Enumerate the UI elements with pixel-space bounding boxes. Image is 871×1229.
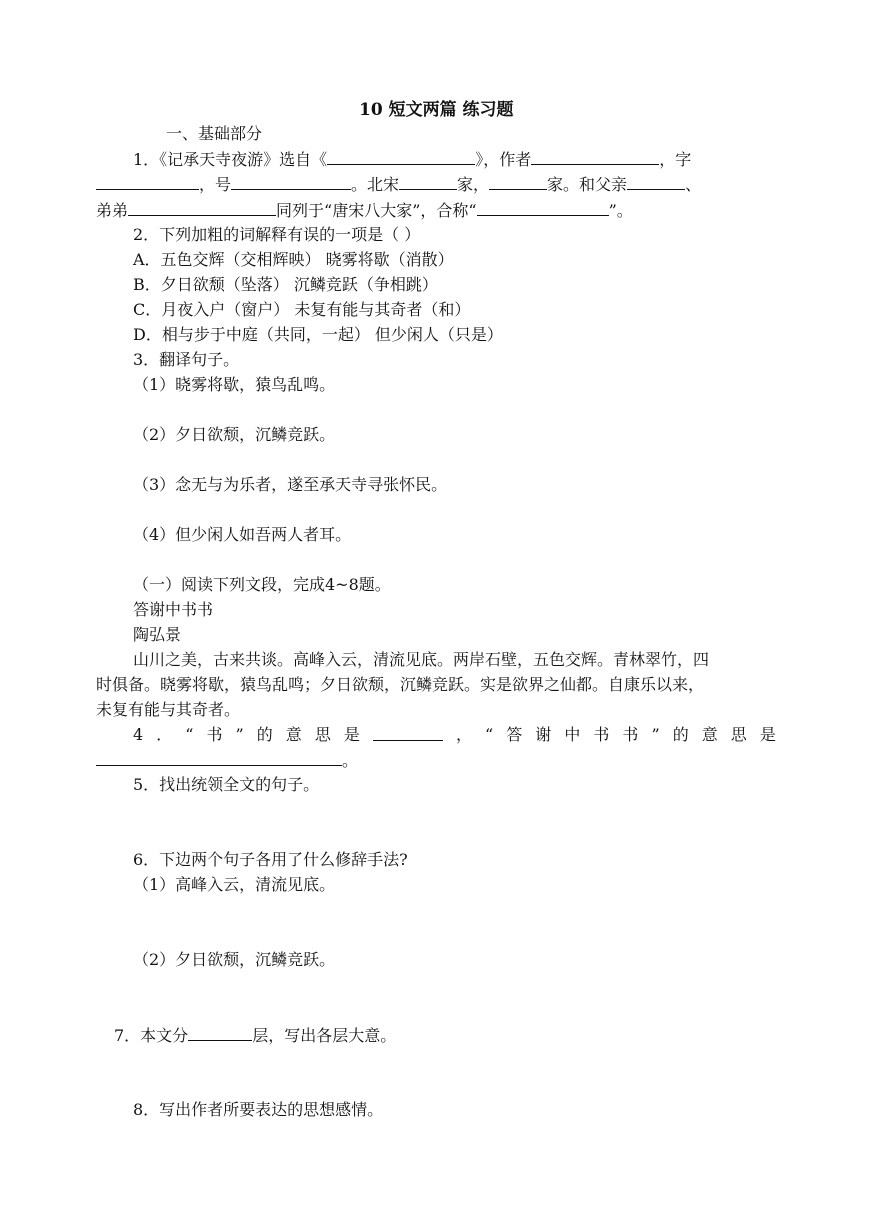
passage-author: 陶弘景	[133, 625, 182, 644]
question-2-stem: 2．下列加粗的词解释有误的一项是（ ）	[133, 225, 421, 244]
translate-item-1: （1）晓雾将歇，猿鸟乱鸣。	[133, 375, 336, 394]
blank-shu-meaning[interactable]	[373, 724, 443, 741]
blank-collection-name[interactable]	[327, 148, 475, 165]
blank-collective-name[interactable]	[477, 199, 609, 216]
page-title: 10 短文两篇 练习题	[359, 100, 514, 120]
blank-title-meaning[interactable]	[96, 749, 342, 766]
blank-father[interactable]	[627, 173, 685, 190]
rhetoric-item-1: （1）高峰入云，清流见底。	[133, 875, 336, 894]
question-7: 7．本文分 层，写出各层大意。	[114, 1026, 397, 1045]
question-8: 8．写出作者所要表达的思想感情。	[133, 1100, 384, 1119]
passage-line-3: 未复有能与其奇者。	[96, 700, 241, 719]
section-heading: 一、基础部分	[166, 124, 263, 143]
option-b: B．夕日欲颓（坠落） 沉鳞竞跃（争相跳）	[133, 275, 438, 294]
reading-heading: （一）阅读下列文段，完成4~8题。	[133, 575, 391, 594]
blank-pseudonym[interactable]	[231, 173, 351, 190]
rhetoric-item-2: （2）夕日欲颓，沉鳞竞跃。	[133, 950, 336, 969]
passage-line-2: 时俱备。晓雾将歇，猿鸟乱鸣；夕日欲颓，沉鳞竞跃。实是欲界之仙都。自康乐以来，	[96, 675, 705, 694]
question-1-line-2: ，号 。北宋 家， 家。和父亲 、	[96, 173, 701, 195]
option-d: D．相与步于中庭（共同，一起） 但少闲人（只是）	[133, 325, 503, 344]
option-c: C．月夜入户（窗户） 未复有能与其奇者（和）	[133, 300, 471, 319]
blank-profession-2[interactable]	[489, 173, 547, 190]
question-1-line-1: 1．《记承天寺夜游》选自《 》，作者 ，字	[133, 150, 692, 169]
blank-author[interactable]	[531, 148, 659, 165]
passage-line-1: 山川之美，古来共谈。高峰入云，清流见底。两岸石壁，五色交辉。青林翠竹，四	[133, 650, 710, 669]
question-3-stem: 3．翻译句子。	[133, 350, 240, 369]
question-4-line-2: 。	[96, 749, 358, 771]
passage-title: 答谢中书书	[133, 600, 214, 619]
question-5: 5．找出统领全文的句子。	[133, 775, 320, 794]
blank-profession-1[interactable]	[399, 173, 457, 190]
blank-layer-count[interactable]	[188, 1024, 252, 1041]
blank-courtesy-name[interactable]	[96, 173, 199, 190]
question-6-stem: 6．下边两个句子各用了什么修辞手法?	[133, 850, 408, 869]
translate-item-2: （2）夕日欲颓，沉鳞竞跃。	[133, 425, 336, 444]
translate-item-4: （4）但少闲人如吾两人者耳。	[133, 525, 352, 544]
question-1-line-3: 弟弟 同列于“唐宋八大家”，合称“ ”。	[96, 201, 633, 220]
question-4-line-1: 4 ． “ 书 ” 的 意 思 是 ， “ 答 谢 中 书 书 ” 的 意 思 是	[133, 725, 776, 744]
option-a: A．五色交辉（交相辉映） 晓雾将歇（消散）	[133, 250, 454, 269]
blank-brother[interactable]	[128, 199, 276, 216]
translate-item-3: （3）念无与为乐者，遂至承天寺寻张怀民。	[133, 475, 448, 494]
